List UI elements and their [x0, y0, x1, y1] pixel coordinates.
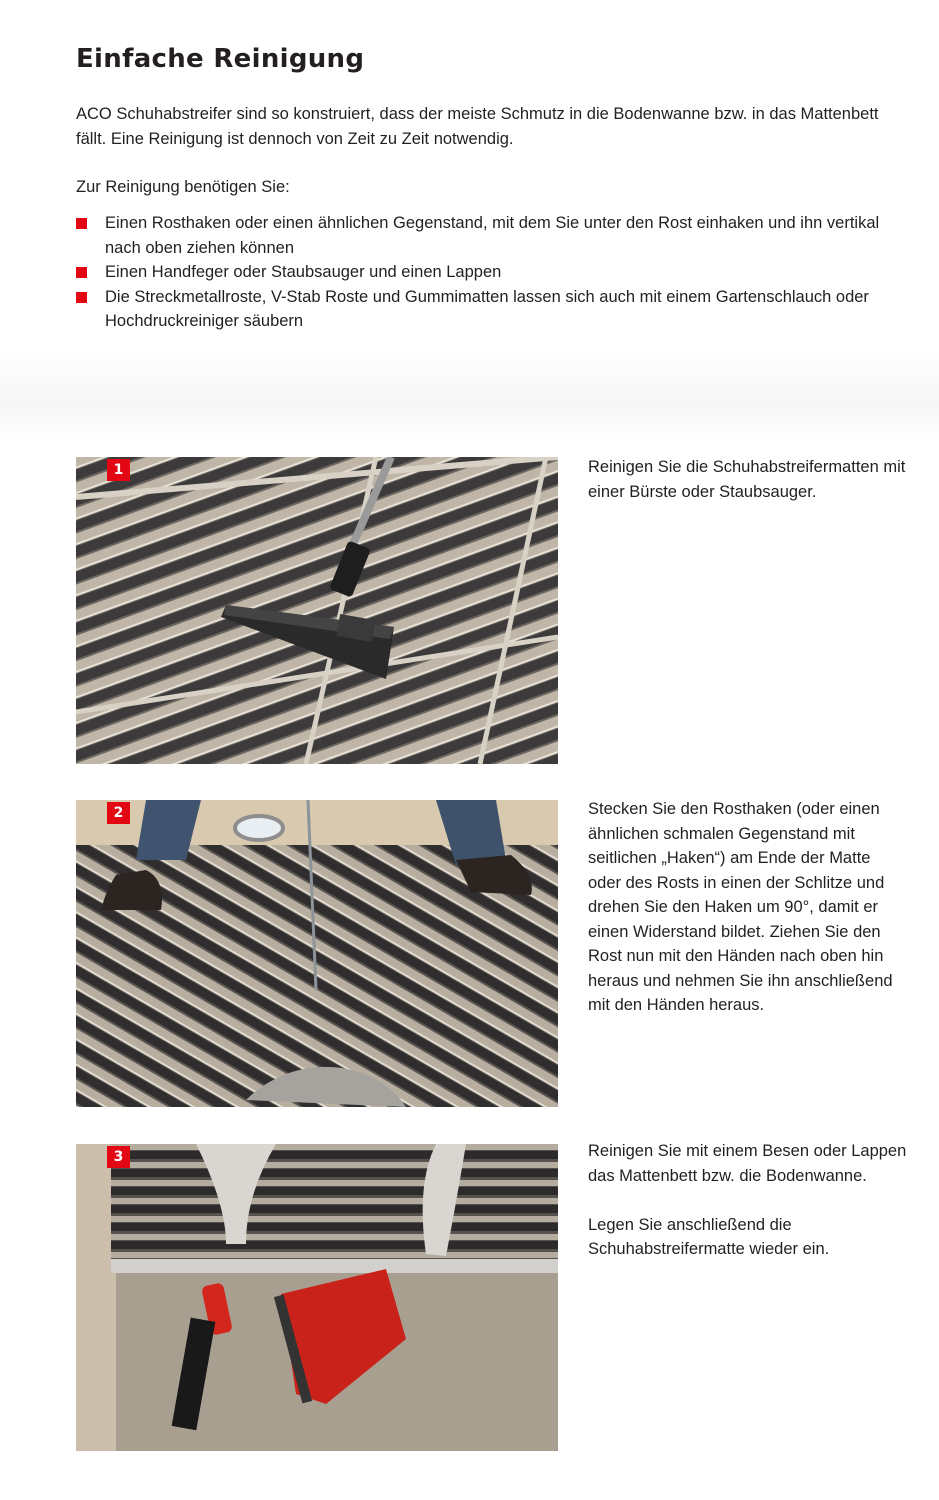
- list-item: Einen Rosthaken oder einen ähnlichen Gegenstand, mit dem Sie unter den Rost einhaken und ihn vertikal nach oben ziehen können: [76, 211, 906, 260]
- step-number-badge: 1: [107, 459, 130, 481]
- requirements-list: [76, 211, 906, 334]
- step-1-description: Reinigen Sie die Schuhabstreifermatten mit einer Bürste oder Staubsauger.: [588, 458, 906, 501]
- step-number-badge: 2: [107, 802, 130, 824]
- red-square-bullet-icon: [76, 292, 87, 303]
- step-number-badge: 3: [107, 1146, 130, 1168]
- background-fade: [0, 350, 939, 440]
- step-3-text: Reinigen Sie mit einem Besen oder Lappen das Mattenbett bzw. die Bodenwanne.: [588, 1142, 907, 1185]
- intro-paragraph: ACO Schuhabstreifer sind so konstruiert, dass der meiste Schmutz in die Bodenwanne bzw. in das Mattenbett fällt. Eine Reinigung ist dennoch von Zeit zu Zeit notwendig.: [76, 105, 879, 148]
- list-item: Die Streckmetallroste, V-Stab Roste und Gummimatten lassen sich auch mit einem Gartenschlauch oder Hochdruckreiniger säubern: [76, 285, 906, 334]
- step-2-description: Stecken Sie den Rosthaken (oder einen ähnlichen schmalen Gegenstand mit seitlichen „Haken“) am Ende der Matte oder des Rosts in einen der Schlitze und drehen Sie den Haken um 90°, damit er einen Widerstand bildet. Ziehen Sie den Rost nun mit den Händen nach oben hin heraus und nehmen Sie ihn anschließend mit den Händen heraus.: [588, 800, 893, 1014]
- requirements-lead: Zur Reinigung benötigen Sie:: [76, 178, 290, 196]
- step-3-description: [588, 1139, 908, 1262]
- list-item: Einen Handfeger oder Staubsauger und einen Lappen: [76, 260, 906, 285]
- step-3-photo-brush: [76, 1144, 558, 1451]
- step-3-text-2: Legen Sie anschließend die Schuhabstreifermatte wieder ein.: [588, 1215, 830, 1258]
- step-2-photo-hook: [76, 800, 558, 1107]
- red-square-bullet-icon: [76, 218, 87, 229]
- step-1-photo-vacuum: [76, 457, 558, 764]
- red-square-bullet-icon: [76, 267, 87, 278]
- page-title: Einfache Reinigung: [76, 44, 365, 74]
